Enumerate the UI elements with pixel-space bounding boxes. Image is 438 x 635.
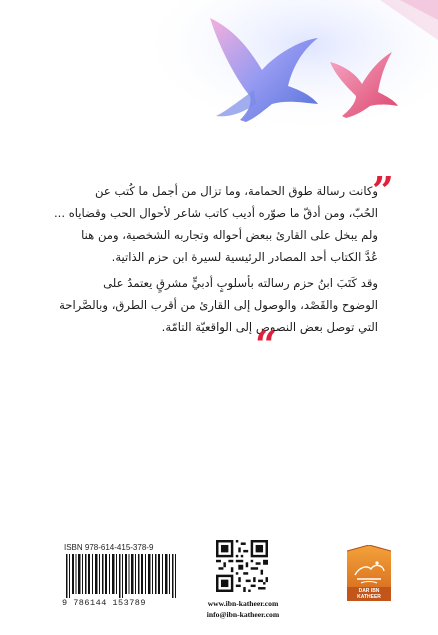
paragraph-line: وقد كَتَبَ ابنُ حزم رسالته بأسلوبٍ أدبيٍّ مشرقٍ يعتمدُ على: [103, 276, 378, 290]
description-paragraph-1: [53, 180, 378, 268]
email-link[interactable]: info@ibn-katheer.com: [206, 610, 280, 619]
doves-illustration: [0, 0, 438, 150]
opening-quote-mark: ”: [372, 168, 394, 213]
publisher-logo-text: DAR IBN KATHEER: [357, 588, 381, 600]
website-link[interactable]: www.ibn-katheer.com: [207, 599, 279, 608]
paragraph-line: الوضوح والقَصْد، والوصول إلى القارئ من أقرب الطرق، وبالصَّراحة: [59, 298, 378, 312]
publisher-contact: [200, 598, 286, 620]
closing-quote-mark: “: [255, 322, 277, 367]
paragraph-line: التي توصل بعض النصوص إلى الواقعيّة التامّة.: [161, 320, 378, 334]
barcode-digits: 9 786144 153789: [62, 598, 147, 608]
paragraph-line: وكانت رسالة طوق الحمامة، وما تزال من أجمل ما كُتب عن: [95, 184, 378, 198]
qr-code-icon: [216, 540, 268, 592]
isbn-label: ISBN 978-614-415-378-9: [64, 543, 154, 552]
barcode-icon: [64, 554, 178, 598]
paragraph-line: الحُبّ، ومن أدقّ ما صوّره أديب كاتب شاعر لأحوال الحب وقضاياه ...: [53, 206, 378, 220]
paragraph-line: ولم يبخل على القارئ ببعض أحواله وتجاربه الشخصية، ومن هنا: [81, 228, 378, 242]
description-paragraph-2: [59, 272, 378, 338]
paragraph-line: عُدَّ الكتاب أحد المصادر الرئيسية لسيرة ابن حزم الذاتية.: [111, 250, 378, 264]
